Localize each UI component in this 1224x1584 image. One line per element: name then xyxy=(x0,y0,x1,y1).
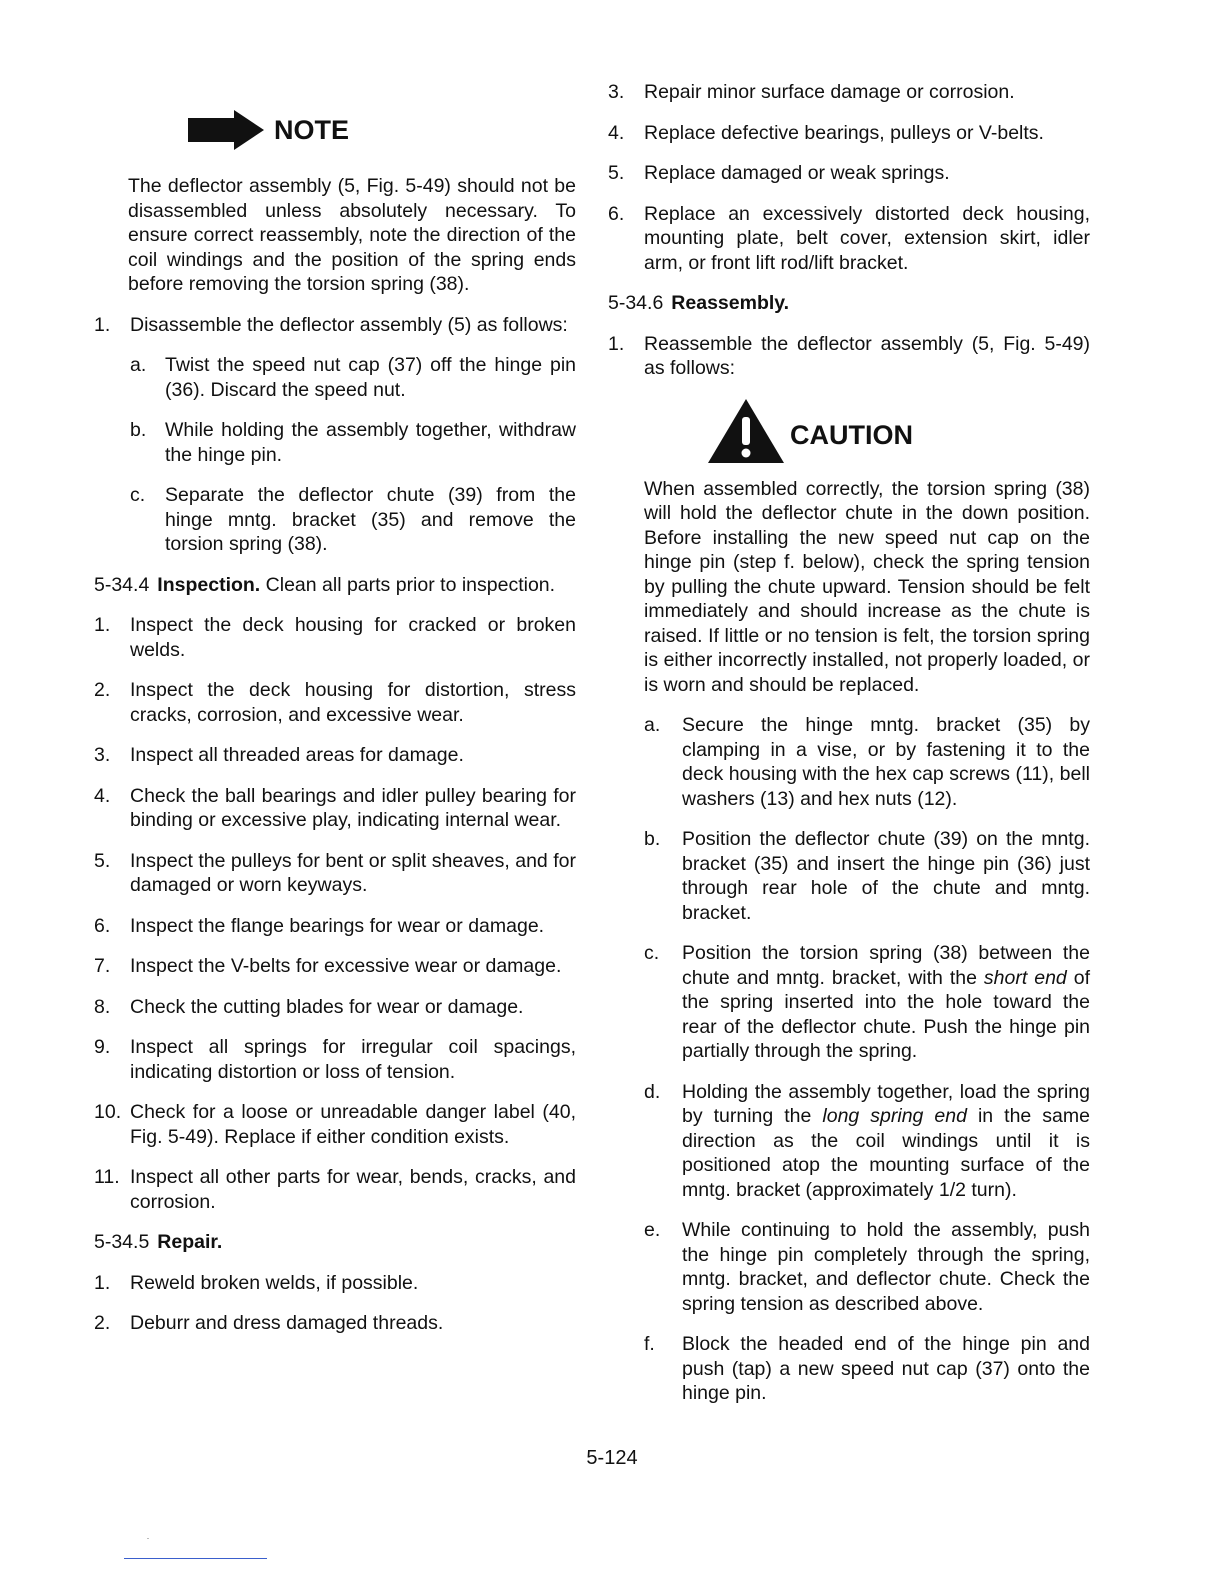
warning-triangle-icon xyxy=(706,397,786,465)
step-number: 3. xyxy=(608,81,625,103)
text-segment: Position the torsion spring (38) between the chute and mntg. bracket, with the xyxy=(682,942,1090,989)
step-text: Inspect the pulleys for bent or split sheaves, and for damaged or worn keyways. xyxy=(130,849,576,896)
step-text: Check for a loose or unreadable danger label (40, Fig. 5-49). Replace if either condition exists. xyxy=(130,1101,576,1148)
step-text: Disassemble the deflector assembly (5) as follows: xyxy=(130,313,568,336)
text-segment: of the spring inserted into the hole toward the rear of the deflector chute. Push the hinge pin partially through the spring. xyxy=(682,966,1091,1062)
substep-text: Block the headed end of the hinge pin and push (tap) a new speed nut cap (37) onto the hinge pin. xyxy=(682,1333,1090,1404)
inspection-section xyxy=(94,573,576,598)
section-title: Inspection. xyxy=(157,573,261,596)
repair-step xyxy=(608,121,1090,146)
substep-letter: a. xyxy=(130,354,147,376)
step-text: Inspect the deck housing for cracked or broken welds. xyxy=(130,614,576,661)
emphasis: short end xyxy=(983,966,1067,989)
repair-section xyxy=(94,1230,576,1255)
repair-step xyxy=(608,202,1090,276)
step-number: 9. xyxy=(94,1036,111,1058)
step-number: 1. xyxy=(94,1271,111,1294)
step-number: 2. xyxy=(94,1312,111,1334)
inspection-step xyxy=(94,914,576,939)
substep-letter: c. xyxy=(644,942,660,964)
substep-letter: a. xyxy=(644,714,661,736)
step-text: Check the cutting blades for wear or damage. xyxy=(130,995,524,1018)
reassembly-step xyxy=(608,332,1090,381)
section-intro: Clean all parts prior to inspection. xyxy=(265,573,556,596)
substep-text xyxy=(682,941,1090,1064)
step-text: Replace an excessively distorted deck housing, mounting plate, belt cover, extension skirt, idler arm, or front lift rod/lift bracket. xyxy=(644,202,1090,274)
substep-letter: b. xyxy=(644,828,661,850)
text-segment: Holding the assembly together, load the spring by turning the xyxy=(682,1080,1090,1127)
step-number: 6. xyxy=(608,202,625,225)
substep-letter: f. xyxy=(644,1333,655,1355)
left-column xyxy=(94,108,576,1336)
note-title: NOTE xyxy=(274,114,350,145)
substep-text: Secure the hinge mntg. bracket (35) by clamping in a vise, or by fastening it to the deck housing with the hex cap screws (11), bell washers (13) and hex nuts (12). xyxy=(682,714,1090,810)
substep-text: While continuing to hold the assembly, push the hinge pin completely through the spring, mntg. bracket, and deflector chute. Check the spring tension as described above. xyxy=(682,1219,1090,1315)
inspection-step xyxy=(94,849,576,898)
step-number: 10. xyxy=(94,1101,122,1123)
step-text: Inspect the deck housing for distortion, stress cracks, corrosion, and excessive wear. xyxy=(130,679,576,726)
divider xyxy=(147,1538,149,1539)
disassembly-step xyxy=(94,313,576,338)
disassembly-substep xyxy=(130,353,576,402)
section-number: 5-34.5 xyxy=(94,1231,150,1253)
step-text: Inspect all threaded areas for damage. xyxy=(130,744,464,766)
inspection-step xyxy=(94,1100,576,1149)
step-number: 5. xyxy=(94,849,111,872)
text-segment: in the same direction as the coil windings until it is positioned atop the mounting surface of the mntg. bracket (approximately 1/2 turn). xyxy=(682,1105,1090,1201)
inspection-step xyxy=(94,1035,576,1084)
step-text: Deburr and dress damaged threads. xyxy=(130,1312,444,1334)
substep-letter: b. xyxy=(130,419,147,441)
disassembly-substep xyxy=(130,418,576,467)
inspection-step xyxy=(94,613,576,662)
note-heading xyxy=(188,108,576,152)
step-number: 1. xyxy=(94,313,111,336)
substep-letter: d. xyxy=(644,1080,661,1103)
inspection-step xyxy=(94,995,576,1020)
step-number: 8. xyxy=(94,995,111,1018)
step-text: Inspect the V-belts for excessive wear or damage. xyxy=(130,955,562,977)
step-text: Replace defective bearings, pulleys or V-belts. xyxy=(644,121,1044,144)
step-number: 7. xyxy=(94,955,111,977)
caution-text: When assembled correctly, the torsion spring (38) will hold the deflector chute in the down position. Before installing the new speed nut cap on the hinge pin (step f. below), check the spring tension by pulling the chute upward. Tension should be felt immediately and should increase as the chute is raised. If little or no tension is felt, the torsion spring is either incorrectly installed, not properly loaded, or is worn and should be replaced. xyxy=(644,477,1090,696)
page-number: 5-124 xyxy=(586,1447,638,1469)
step-text: Replace damaged or weak springs. xyxy=(644,162,950,184)
step-text: Inspect all other parts for wear, bends, cracks, and corrosion. xyxy=(130,1166,576,1213)
step-number: 3. xyxy=(94,744,111,766)
repair-step xyxy=(94,1271,576,1296)
step-number: 5. xyxy=(608,162,625,184)
reassembly-substep xyxy=(644,827,1090,925)
step-number: 4. xyxy=(94,784,111,807)
caution-title: CAUTION xyxy=(790,420,913,451)
inspection-step xyxy=(94,954,576,979)
step-text: Reassemble the deflector assembly (5, Fig. 5-49) as follows: xyxy=(644,332,1090,379)
reassembly-substep xyxy=(644,1332,1090,1406)
step-number: 6. xyxy=(94,914,111,937)
reassembly-substep xyxy=(644,1080,1090,1203)
substep-text: While holding the assembly together, withdraw the hinge pin. xyxy=(165,419,576,466)
section-number: 5-34.6 xyxy=(608,292,664,314)
step-text: Repair minor surface damage or corrosion. xyxy=(644,81,1015,103)
reassembly-section xyxy=(608,291,1090,316)
step-text: Inspect the flange bearings for wear or damage. xyxy=(130,914,545,937)
divider xyxy=(124,1558,267,1559)
inspection-step xyxy=(94,678,576,727)
inspection-step xyxy=(94,743,576,768)
section-number: 5-34.4 xyxy=(94,573,150,596)
disassembly-substep xyxy=(130,483,576,557)
repair-step xyxy=(608,161,1090,186)
section-title: Reassembly. xyxy=(671,292,790,314)
repair-step xyxy=(94,1311,576,1336)
step-number: 11. xyxy=(94,1166,120,1188)
reassembly-substep xyxy=(644,713,1090,811)
substep-letter: c. xyxy=(130,484,146,506)
inspection-step xyxy=(94,1165,576,1214)
step-text: Reweld broken welds, if possible. xyxy=(130,1271,419,1294)
reassembly-substep xyxy=(644,941,1090,1064)
right-column xyxy=(608,80,1090,1406)
substep-text: Position the deflector chute (39) on the mntg. bracket (35) and insert the hinge pin (36) just through rear hole of the chute and mntg. bracket. xyxy=(682,828,1090,924)
section-title: Repair. xyxy=(157,1231,223,1253)
step-number: 1. xyxy=(608,332,625,355)
note-text: The deflector assembly (5, Fig. 5-49) should not be disassembled unless absolutely necessary. To ensure correct reassembly, note the direction of the coil windings and the position of the spring ends before removing the torsion spring (38). xyxy=(128,175,576,295)
substep-text: Separate the deflector chute (39) from the hinge mntg. bracket (35) and remove the torsion spring (38). xyxy=(165,484,576,555)
step-number: 4. xyxy=(608,121,625,144)
emphasis: long spring end xyxy=(822,1105,967,1127)
substep-text: Twist the speed nut cap (37) off the hinge pin (36). Discard the speed nut. xyxy=(165,354,576,401)
step-number: 1. xyxy=(94,614,111,636)
step-text: Inspect all springs for irregular coil spacings, indicating distortion or loss of tension. xyxy=(130,1036,576,1083)
step-number: 2. xyxy=(94,679,111,701)
repair-step xyxy=(608,80,1090,105)
caution-heading xyxy=(706,395,1090,467)
substep-text xyxy=(682,1080,1090,1203)
reassembly-substep xyxy=(644,1218,1090,1316)
arrow-right-icon xyxy=(188,110,264,150)
substep-letter: e. xyxy=(644,1219,661,1241)
step-text: Check the ball bearings and idler pulley bearing for binding or excessive play, indicating internal wear. xyxy=(130,784,576,831)
inspection-step xyxy=(94,784,576,833)
